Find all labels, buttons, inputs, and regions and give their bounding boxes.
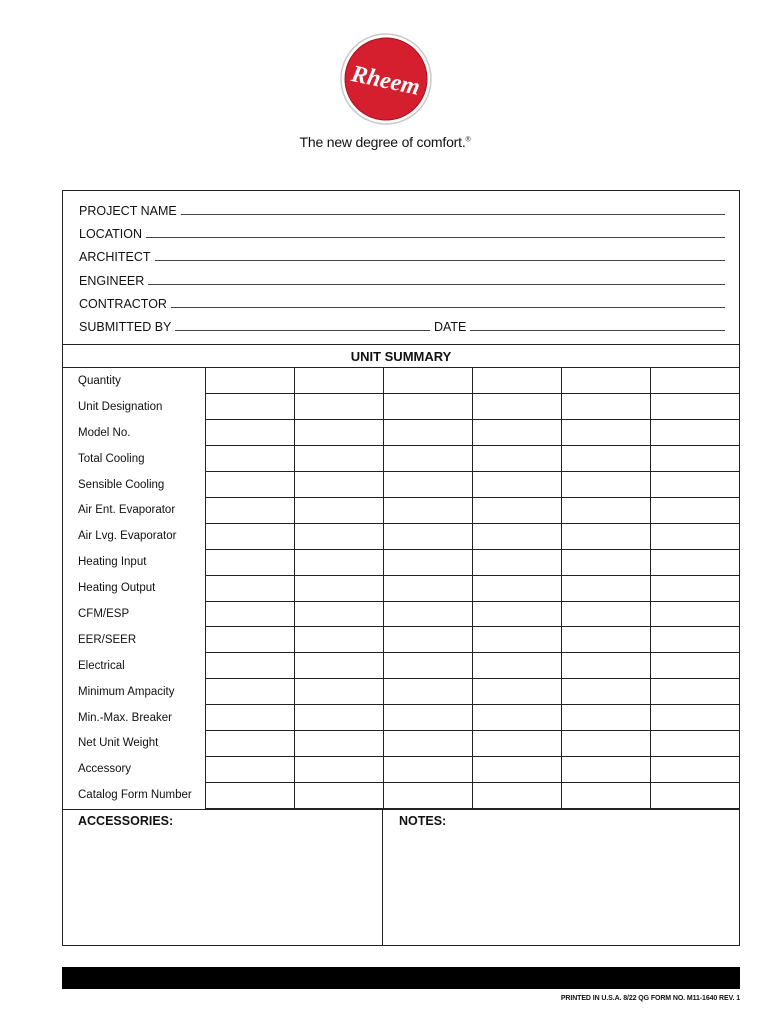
unit-cell[interactable]	[294, 782, 383, 808]
unit-cell[interactable]	[472, 497, 561, 523]
architect-label: ARCHITECT	[79, 250, 151, 264]
engineer-label: ENGINEER	[79, 274, 145, 288]
submitted-by-field[interactable]	[79, 316, 725, 334]
unit-cell[interactable]	[383, 394, 472, 420]
unit-cell[interactable]	[472, 705, 561, 731]
tagline: The new degree of comfort.®	[299, 134, 471, 150]
table-row	[63, 653, 739, 679]
unit-cell[interactable]	[205, 730, 294, 756]
unit-cell[interactable]	[561, 782, 650, 808]
unit-cell[interactable]	[383, 679, 472, 705]
unit-cell[interactable]	[383, 756, 472, 782]
rheem-logo-graphic	[340, 33, 432, 125]
unit-cell[interactable]	[383, 627, 472, 653]
unit-cell[interactable]	[383, 549, 472, 575]
row-label: Heating Input	[63, 549, 205, 575]
unit-cell[interactable]	[383, 782, 472, 808]
notes-box[interactable]	[384, 810, 739, 946]
row-label: Air Ent. Evaporator	[63, 497, 205, 523]
unit-summary-table	[63, 368, 739, 809]
submitted-by-line[interactable]	[175, 330, 430, 331]
unit-cell[interactable]	[561, 730, 650, 756]
unit-cell[interactable]	[205, 705, 294, 731]
unit-cell[interactable]	[561, 575, 650, 601]
row-label: Accessory	[63, 756, 205, 782]
row-label: EER/SEER	[63, 627, 205, 653]
accessories-box[interactable]	[63, 810, 383, 946]
unit-cell[interactable]	[205, 782, 294, 808]
unit-cell[interactable]	[383, 601, 472, 627]
contractor-line[interactable]	[171, 307, 725, 308]
unit-cell[interactable]	[205, 575, 294, 601]
unit-cell[interactable]	[650, 653, 739, 679]
unit-cell[interactable]	[472, 420, 561, 446]
location-line[interactable]	[146, 237, 725, 238]
unit-cell[interactable]	[472, 756, 561, 782]
unit-cell[interactable]	[383, 446, 472, 472]
engineer-line[interactable]	[148, 284, 725, 285]
unit-cell[interactable]	[472, 653, 561, 679]
unit-cell[interactable]	[472, 679, 561, 705]
unit-cell[interactable]	[294, 679, 383, 705]
unit-cell[interactable]	[294, 705, 383, 731]
unit-cell[interactable]	[294, 420, 383, 446]
unit-cell[interactable]	[383, 575, 472, 601]
unit-cell[interactable]	[205, 601, 294, 627]
project-name-label: PROJECT NAME	[79, 204, 177, 218]
unit-cell[interactable]	[650, 472, 739, 498]
row-label: Catalog Form Number	[63, 782, 205, 808]
unit-cell[interactable]	[205, 368, 294, 394]
unit-cell[interactable]	[383, 730, 472, 756]
row-label: Total Cooling	[63, 446, 205, 472]
unit-cell[interactable]	[205, 679, 294, 705]
unit-cell[interactable]	[561, 756, 650, 782]
project-info-section	[63, 191, 739, 344]
unit-cell[interactable]	[294, 394, 383, 420]
unit-cell[interactable]	[383, 653, 472, 679]
unit-cell[interactable]	[472, 523, 561, 549]
unit-cell[interactable]	[472, 368, 561, 394]
unit-cell[interactable]	[294, 730, 383, 756]
table-row	[63, 730, 739, 756]
date-line[interactable]	[470, 330, 725, 331]
submitted-by-label: SUBMITTED BY	[79, 320, 172, 334]
unit-cell[interactable]	[650, 368, 739, 394]
accessories-label: ACCESSORIES:	[78, 814, 174, 828]
unit-cell[interactable]	[472, 575, 561, 601]
unit-cell[interactable]	[383, 420, 472, 446]
architect-field[interactable]	[79, 246, 725, 264]
unit-cell[interactable]	[472, 446, 561, 472]
row-label: Unit Designation	[63, 394, 205, 420]
table-row	[63, 497, 739, 523]
unit-cell[interactable]	[650, 394, 739, 420]
table-row	[63, 446, 739, 472]
engineer-field[interactable]	[79, 270, 725, 288]
table-row	[63, 575, 739, 601]
unit-cell[interactable]	[561, 368, 650, 394]
unit-cell[interactable]	[472, 627, 561, 653]
printed-info: PRINTED IN U.S.A. 8/22 QG FORM NO. M11-1640 REV. 1	[560, 995, 740, 1002]
project-name-line[interactable]	[181, 214, 725, 215]
unit-cell[interactable]	[650, 782, 739, 808]
row-label: Min.-Max. Breaker	[63, 705, 205, 731]
unit-cell[interactable]	[650, 549, 739, 575]
table-row	[63, 705, 739, 731]
footer-bar	[62, 967, 740, 989]
unit-cell[interactable]	[650, 756, 739, 782]
unit-cell[interactable]	[650, 705, 739, 731]
table-row	[63, 368, 739, 394]
unit-cell[interactable]	[205, 653, 294, 679]
unit-cell[interactable]	[561, 420, 650, 446]
unit-cell[interactable]	[205, 549, 294, 575]
unit-cell[interactable]	[472, 601, 561, 627]
unit-cell[interactable]	[205, 420, 294, 446]
table-row	[63, 523, 739, 549]
unit-cell[interactable]	[650, 601, 739, 627]
location-field[interactable]	[79, 223, 725, 241]
unit-cell[interactable]	[205, 756, 294, 782]
unit-cell[interactable]	[561, 549, 650, 575]
unit-cell[interactable]	[650, 575, 739, 601]
unit-cell[interactable]	[383, 497, 472, 523]
unit-cell[interactable]	[561, 523, 650, 549]
unit-cell[interactable]	[650, 523, 739, 549]
unit-cell[interactable]	[561, 497, 650, 523]
unit-cell[interactable]	[205, 627, 294, 653]
unit-cell[interactable]	[561, 446, 650, 472]
unit-cell[interactable]	[383, 472, 472, 498]
unit-cell[interactable]	[294, 523, 383, 549]
table-row	[63, 549, 739, 575]
unit-cell[interactable]	[472, 472, 561, 498]
table-row	[63, 627, 739, 653]
unit-cell[interactable]	[294, 446, 383, 472]
unit-cell[interactable]	[383, 705, 472, 731]
unit-cell[interactable]	[383, 368, 472, 394]
unit-cell[interactable]	[561, 627, 650, 653]
unit-cell[interactable]	[383, 523, 472, 549]
unit-cell[interactable]	[294, 653, 383, 679]
date-label: DATE	[433, 320, 467, 334]
architect-line[interactable]	[155, 260, 725, 261]
unit-cell[interactable]	[294, 627, 383, 653]
table-row	[63, 472, 739, 498]
location-label: LOCATION	[79, 227, 142, 241]
contractor-label: CONTRACTOR	[79, 297, 167, 311]
submittal-form	[62, 190, 740, 946]
unit-summary-title: UNIT SUMMARY	[63, 344, 739, 368]
contractor-field[interactable]	[79, 293, 725, 311]
unit-cell[interactable]	[294, 575, 383, 601]
table-row	[63, 679, 739, 705]
unit-cell[interactable]	[205, 394, 294, 420]
unit-cell[interactable]	[561, 394, 650, 420]
unit-cell[interactable]	[205, 497, 294, 523]
row-label: Heating Output	[63, 575, 205, 601]
table-row	[63, 420, 739, 446]
unit-cell[interactable]	[472, 549, 561, 575]
row-label: Net Unit Weight	[63, 730, 205, 756]
rheem-logo	[340, 33, 432, 125]
row-label: Model No.	[63, 420, 205, 446]
row-label: Air Lvg. Evaporator	[63, 523, 205, 549]
table-row	[63, 782, 739, 808]
row-label: Electrical	[63, 653, 205, 679]
unit-cell[interactable]	[205, 472, 294, 498]
unit-cell[interactable]	[205, 523, 294, 549]
unit-cell[interactable]	[561, 679, 650, 705]
table-row	[63, 756, 739, 782]
table-row	[63, 601, 739, 627]
unit-cell[interactable]	[561, 705, 650, 731]
unit-cell[interactable]	[294, 549, 383, 575]
unit-cell[interactable]	[650, 627, 739, 653]
unit-cell[interactable]	[561, 653, 650, 679]
row-label: Minimum Ampacity	[63, 679, 205, 705]
unit-cell[interactable]	[205, 446, 294, 472]
unit-cell[interactable]	[650, 446, 739, 472]
unit-cell[interactable]	[650, 679, 739, 705]
unit-cell[interactable]	[650, 497, 739, 523]
notes-label: NOTES:	[399, 814, 447, 828]
bottom-section	[63, 809, 739, 945]
unit-cell[interactable]	[561, 601, 650, 627]
row-label: Quantity	[63, 368, 205, 394]
row-label: Sensible Cooling	[63, 472, 205, 498]
unit-cell[interactable]	[472, 730, 561, 756]
unit-cell[interactable]	[561, 472, 650, 498]
unit-cell[interactable]	[472, 782, 561, 808]
unit-cell[interactable]	[650, 420, 739, 446]
unit-cell[interactable]	[472, 394, 561, 420]
row-label: CFM/ESP	[63, 601, 205, 627]
unit-cell[interactable]	[294, 368, 383, 394]
svg-text:Rheem: Rheem	[348, 61, 423, 101]
table-row	[63, 394, 739, 420]
project-name-field[interactable]	[79, 200, 725, 218]
unit-cell[interactable]	[294, 756, 383, 782]
unit-cell[interactable]	[650, 730, 739, 756]
unit-cell[interactable]	[294, 601, 383, 627]
unit-cell[interactable]	[294, 497, 383, 523]
unit-cell[interactable]	[294, 472, 383, 498]
